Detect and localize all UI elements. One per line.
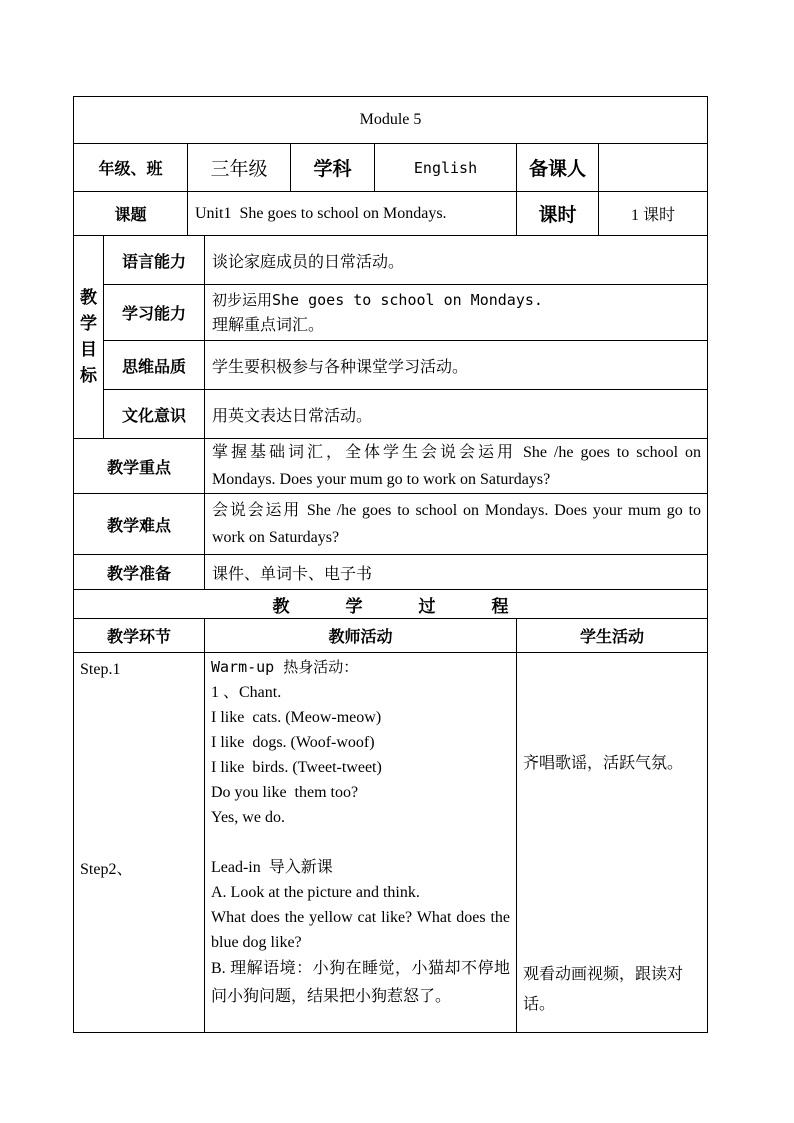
difficulties-label: 教学难点 <box>74 494 205 555</box>
student-activity-cell <box>517 653 708 1033</box>
student-activity-2: 观看动画视频，跟读对话。 <box>523 966 684 1013</box>
objective-label-culture: 文化意识 <box>104 390 205 439</box>
objective-text-learning: 初步运用She goes to school on Mondays. 理解重点词汇。 <box>205 285 708 341</box>
teacher-line: A. Look at the picture and think. <box>211 884 420 901</box>
teacher-line: I like birds. (Tweet-tweet) <box>211 759 382 776</box>
key-points-label: 教学重点 <box>74 439 205 494</box>
hours-label: 课时 <box>517 192 599 236</box>
objective-label-thinking: 思维品质 <box>104 341 205 390</box>
teacher-line: Yes, we do. <box>211 809 285 826</box>
teacher-line: B. 理解语境：小狗在睡觉，小猫却不停地问小狗问题，结果把小狗惹怒了。 <box>211 960 510 1005</box>
teacher-activity-cell <box>205 653 517 1033</box>
objectives-label: 教 学 目 标 <box>74 236 104 439</box>
teacher-line: Do you like them too? <box>211 784 359 801</box>
teacher-line: I like cats. (Meow-meow) <box>211 709 382 726</box>
objective-label-learning: 学习能力 <box>104 285 205 341</box>
lesson-plan-table <box>73 96 708 1033</box>
column-teacher: 教师活动 <box>205 619 517 653</box>
difficulties-text: 会说会运用 She /he goes to school on Mondays. Does your mum go to work on Saturdays? <box>205 494 708 555</box>
hours-value: 1 课时 <box>599 192 708 236</box>
teacher-line: Lead-in 导入新课 <box>211 859 333 876</box>
objective-text-culture: 用英文表达日常活动。 <box>205 390 708 439</box>
teacher-line: What does the yellow cat like? What does the blue dog like? <box>211 909 510 951</box>
objective-text-thinking: 学生要积极参与各种课堂学习活动。 <box>205 341 708 390</box>
objective-text-language: 谈论家庭成员的日常活动。 <box>205 236 708 285</box>
teacher-line: 1 、Chant. <box>211 684 282 701</box>
key-points-text: 掌握基础词汇，全体学生会说会运用 She /he goes to school on Mondays. Does your mum go to work on Saturdays? <box>205 439 708 494</box>
grade-label: 年级、班 <box>74 144 188 192</box>
column-student: 学生活动 <box>517 619 708 653</box>
step-2-label: Step2、 <box>80 861 133 878</box>
preparer-value <box>599 144 708 192</box>
topic-label: 课题 <box>74 192 188 236</box>
column-stage: 教学环节 <box>74 619 205 653</box>
teacher-line: I like dogs. (Woof-woof) <box>211 734 375 751</box>
grade-value: 三年级 <box>188 144 291 192</box>
process-title: 教 学 过 程 <box>74 590 708 619</box>
teacher-line: Warm-up 热身活动： <box>211 658 359 676</box>
topic-value: Unit1 She goes to school on Mondays. <box>188 192 517 236</box>
preparer-label: 备课人 <box>517 144 599 192</box>
teacher-line <box>211 830 510 855</box>
preparation-label: 教学准备 <box>74 555 205 590</box>
steps-cell <box>74 653 205 1033</box>
objective-label-language: 语言能力 <box>104 236 205 285</box>
preparation-text: 课件、单词卡、电子书 <box>205 555 708 590</box>
step-1-label: Step.1 <box>80 661 121 678</box>
subject-value: English <box>375 144 517 192</box>
lesson-plan <box>73 96 707 1033</box>
page-title: Module 5 <box>74 97 708 144</box>
student-activity-1: 齐唱歌谣，活跃气氛。 <box>523 755 684 772</box>
subject-label: 学科 <box>291 144 375 192</box>
